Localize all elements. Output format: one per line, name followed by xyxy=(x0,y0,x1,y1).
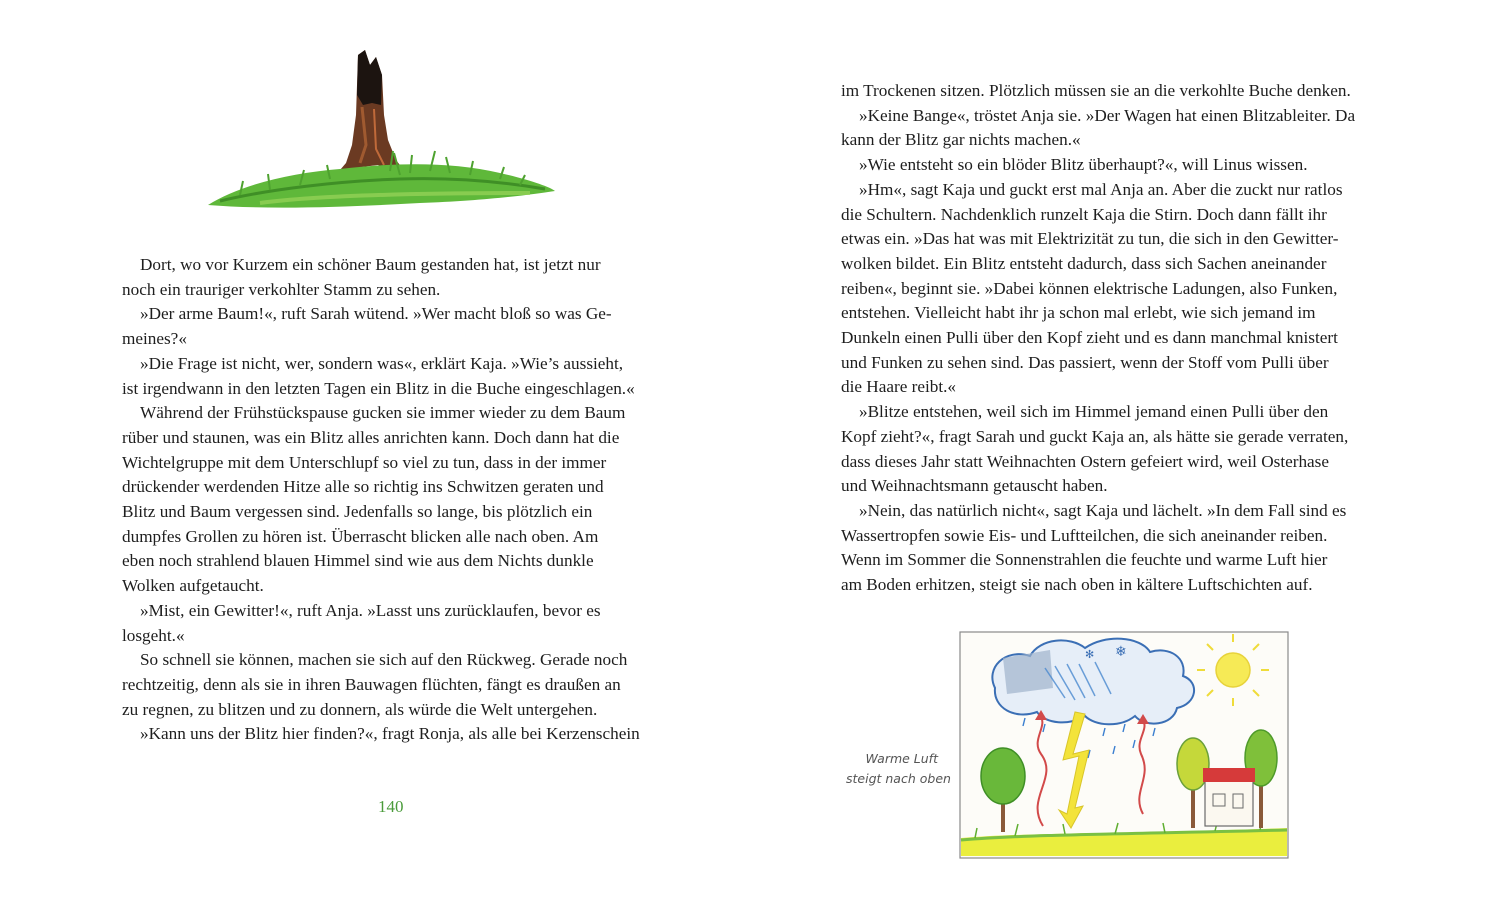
paragraph: »Mist, ein Gewitter!«, ruft Anja. »Lasst uns zurücklaufen, bevor es losgeht.« xyxy=(122,600,601,645)
left-body-text xyxy=(122,253,662,747)
paragraph: »Blitze entstehen, weil sich im Himmel jemand einen Pulli über den Kopf zieht?«, fragt Sarah und guckt Kaja an, als hätte sie gerade verraten, dass dieses Jahr statt Weihnachten Ostern gefeiert wird, weil Osterhase und Weihnachtsmann getauscht haben. xyxy=(841,402,1349,496)
paragraph: »Der arme Baum!«, ruft Sarah wütend. »Wer macht bloß so was Ge- meines?« xyxy=(122,304,612,349)
paragraph: Dort, wo vor Kurzem ein schöner Baum gestanden hat, ist jetzt nur noch ein trauriger verkohlter Stamm zu sehen. xyxy=(122,255,601,299)
paragraph: »Wie entsteht so ein blöder Blitz überhaupt?«, will Linus wissen. xyxy=(859,155,1308,175)
paragraph: »Keine Bange«, tröstet Anja sie. »Der Wagen hat einen Blitzableiter. Da kann der Blitz gar nichts machen.« xyxy=(841,105,1356,150)
svg-text:❄: ❄ xyxy=(1115,644,1127,660)
paragraph: Während der Frühstückspause gucken sie immer wieder zu dem Baum rüber und staunen, was ein Blitz alles anrichten kann. Doch dann hat die Wichtelgruppe mit dem Unterschlupf so viel zu tun, dass in der immer drückender werdenden Hitze alle so richtig ins Schwitzen geraten und Blitz und Baum vergessen sind. Jedenfalls so lange, bis plötzlich ein dumpfes Grollen zu hören ist. Überrascht blicken alle nach oben. Am eben noch strahlend blauen Himmel sind wie aus dem Nichts dunkle Wolken aufgetaucht. xyxy=(122,403,626,596)
page-number: 140 xyxy=(378,797,404,816)
right-body-text xyxy=(841,79,1386,598)
paragraph: »Nein, das natürlich nicht«, sagt Kaja und lächelt. »In dem Fall sind es Wassertropfen sowie Eis- und Luftteilchen, die sich aneinander reiben. Wenn im Sommer die Sonnenstrahlen die feuchte und warme Luft hier am Boden erhitzen, steigt sie nach oben in kältere Luftschichten auf. xyxy=(841,500,1347,595)
child-drawing-thunderstorm xyxy=(955,628,1295,863)
drawing-caption xyxy=(846,749,951,789)
caption-line: Warme Luft xyxy=(865,751,938,766)
paragraph: So schnell sie können, machen sie sich auf den Rückweg. Gerade noch rechtzeitig, denn als sie in ihren Bauwagen flüchten, fängt es draußen an zu regnen, zu blitzen und zu donnern, als würde die Welt untergehen. xyxy=(122,650,628,719)
paragraph: »Kann uns der Blitz hier finden?«, fragt Ronja, als alle bei Kerzenschein xyxy=(140,724,640,744)
burnt-tree-stump-illustration xyxy=(200,45,560,215)
paragraph: »Die Frage ist nicht, wer, sondern was«, erklärt Kaja. »Wie’s aussieht, ist irgendwann in den letzten Tagen ein Blitz in die Buche eingeschlagen.« xyxy=(122,353,635,398)
paragraph: im Trockenen sitzen. Plötzlich müssen sie an die verkohlte Buche denken. xyxy=(841,81,1351,100)
caption-line: steigt nach oben xyxy=(846,771,951,786)
svg-text:✻: ✻ xyxy=(1085,648,1095,661)
paragraph: »Hm«, sagt Kaja und guckt erst mal Anja an. Aber die zuckt nur ratlos die Schultern. Nachdenklich runzelt Kaja die Stirn. Doch dann fällt ihr etwas ein. »Das hat was mit Elektrizität zu tun, die sich in den Gewitter- wolken bildet. Ein Blitz entsteht dadurch, dass sich Sachen aneinander reiben«, beginnt sie. »Dabei können elektrische Ladungen, also Funken, entstehen. Vielleicht habt ihr ja schon mal erlebt, wie sich jemand im Dunkeln einen Pulli über den Kopf zieht und es dann manchmal knistert und Funken zu sehen sind. Das passiert, wenn der Stoff vom Pulli über die Haare reibt.« xyxy=(841,179,1343,397)
right-page xyxy=(750,0,1500,914)
